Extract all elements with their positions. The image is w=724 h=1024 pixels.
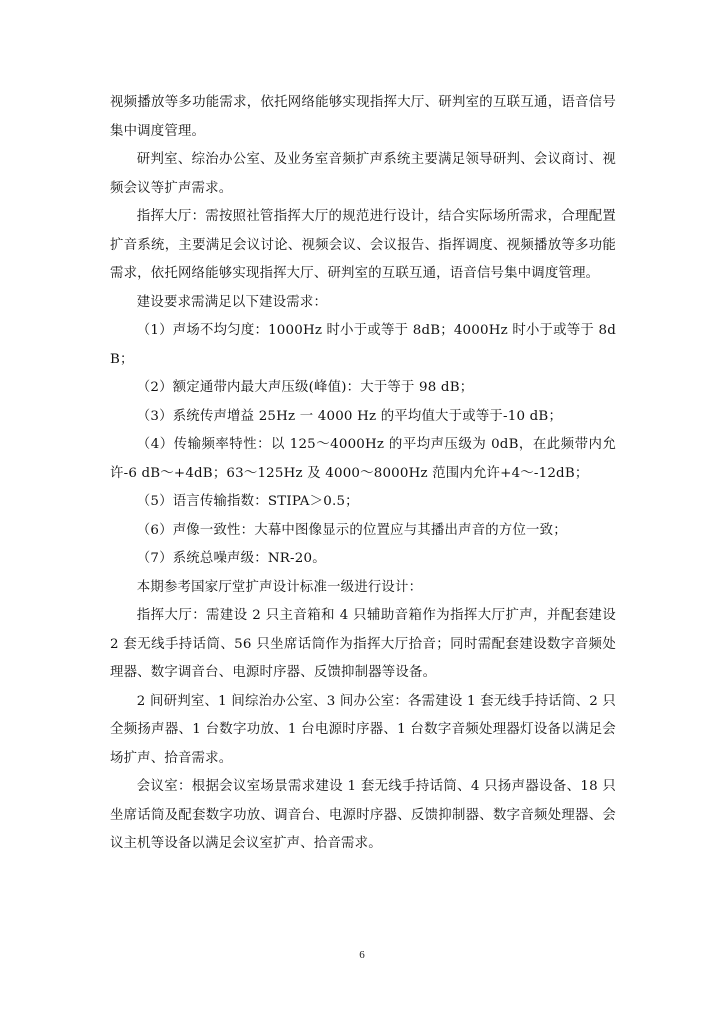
requirement-item-3: （3）系统传声增益 25Hz 一 4000 Hz 的平均值大于或等于-10 dB； [136,408,563,424]
requirement-item-4: （4）传输频率特性：以 125～4000Hz 的平均声压级为 0dB，在此频带内允许-6 dB～+4dB；63～125Hz 及 4000～8000Hz 范围内允许+4～-12dB； [110,437,616,481]
paragraph-office-equipment: 2 间研判室、1 间综治办公室、3 间办公室：各需建设 1 套无线手持话筒、2 只全频扬声器、1 台数字功放、1 台电源时序器、1 台数字音频处理器灯设备以满足会场扩声、拾音需求。 [110,693,616,766]
body-text [110,89,616,859]
requirement-item-1: （1）声场不均匀度：1000Hz 时小于或等于 8dB；4000Hz 时小于或等于 8dB； [110,323,616,367]
paragraph-meeting-room-equipment: 会议室：根据会议室场景需求建设 1 套无线手持话筒、4 只扬声器设备、18 只坐席话筒及配套数字功放、调音台、电源时序器、反馈抑制器、数字音频处理器、会议主机等设备以满足会议室扩声、拾音需求。 [110,779,616,851]
requirement-item-6: （6）声像一致性：大幕中图像显示的位置应与其播出声音的方位一致； [136,522,567,538]
requirement-item-7: （7）系统总噪声级：NR-20。 [136,551,326,566]
paragraph-command-hall-equipment: 指挥大厅：需建设 2 只主音箱和 4 只辅助音箱作为指挥大厅扩声，并配套建设 2 套无线手持话筒、56 只坐席话筒作为指挥大厅拾音；同时需配套建设数字音频处理器、数字调音台、电源时序器、反馈抑制器等设备。 [110,608,616,680]
paragraph-research-rooms: 研判室、综治办公室、及业务室音频扩声系统主要满足领导研判、会议商讨、视频会议等扩声需求。 [110,152,616,196]
paragraph-continuation: 视频播放等多功能需求，依托网络能够实现指挥大厅、研判室的互联互通，语音信号集中调度管理。 [110,95,616,139]
page-number: 6 [359,949,365,961]
requirement-item-2: （2）额定通带内最大声压级(峰值)：大于等于 98 dB； [136,380,474,395]
paragraph-requirements-intro: 建设要求需满足以下建设需求： [136,294,328,310]
paragraph-command-hall: 指挥大厅：需按照社管指挥大厅的规范进行设计，结合实际场所需求，合理配置扩音系统，主要满足会议讨论、视频会议、会议报告、指挥调度、视频播放等多功能需求，依托网络能够实现指挥大厅、研判室的互联互通，语音信号集中调度管理。 [110,209,616,281]
paragraph-design-standard: 本期参考国家厅堂扩声设计标准一级进行设计： [136,579,423,595]
requirement-item-5: （5）语言传输指数：STIPA＞0.5； [136,494,359,509]
